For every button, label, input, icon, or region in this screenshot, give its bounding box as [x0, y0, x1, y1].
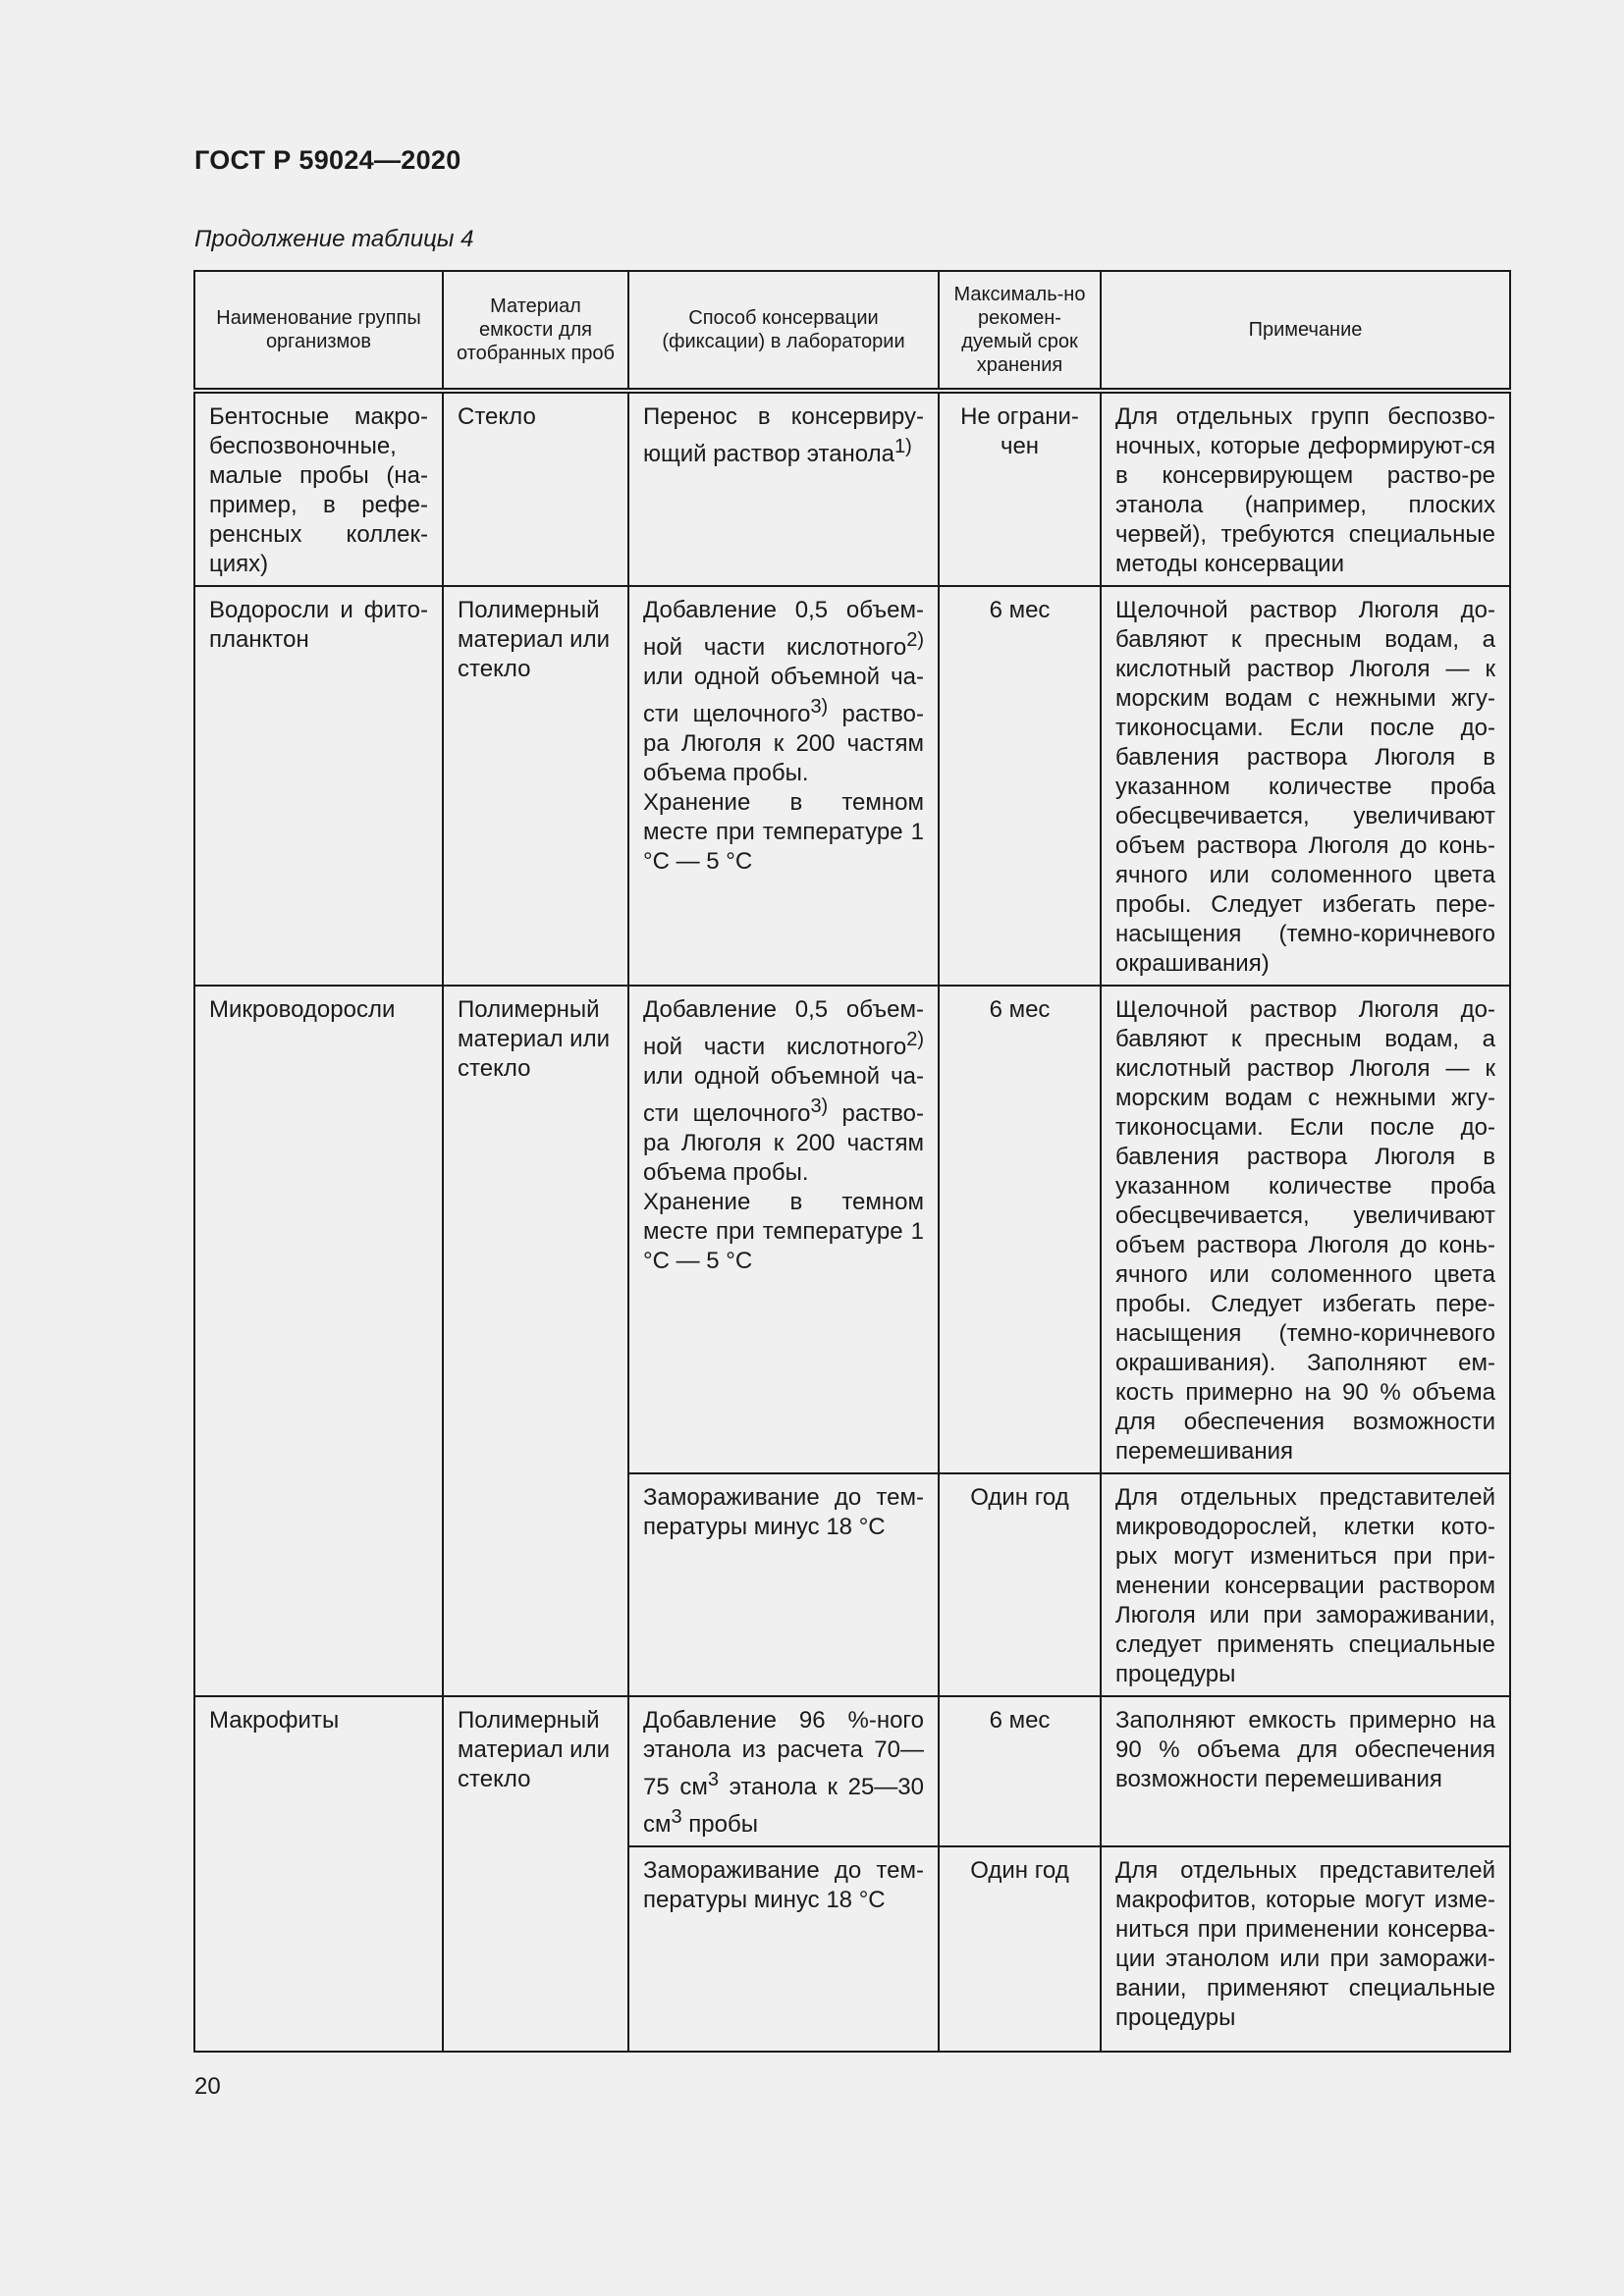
cell-material: Полимерный материал или стекло — [443, 1696, 628, 2052]
cell-method: Добавление 0,5 объем-ной части кислотного$^{2)}$ или одной объемной ча-сти щелочного$^{3)}$ раство-ра Люголя к 200 частям объема пробы. Хранение в темном месте при температуре 1 °C — 5 °C — [628, 586, 939, 986]
cell-method: Перенос в консервиру-ющий раствор этанола$^{1)}$ — [628, 391, 939, 586]
footnote-ref: 3) — [810, 1095, 829, 1117]
cell-note: Заполняют емкость примерно на 90 % объема для обеспечения возможности перемешивания — [1101, 1696, 1510, 1846]
col-header-method: Способ консервации (фиксации) в лаборатории — [628, 271, 939, 391]
page-number: 20 — [194, 2073, 221, 2100]
cell-group: Водоросли и фито-планктон — [194, 586, 443, 986]
cell-storage: Один год — [939, 1846, 1101, 2052]
document-code: ГОСТ Р 59024—2020 — [194, 145, 461, 175]
col-header-material: Материал емкости для отобранных проб — [443, 271, 628, 391]
cell-method: Замораживание до тем-пературы минус 18 °C — [628, 1473, 939, 1696]
cell-method: Замораживание до тем-пературы минус 18 °C — [628, 1846, 939, 2052]
cell-group: Макрофиты — [194, 1696, 443, 2052]
cell-material: Стекло — [443, 391, 628, 586]
cell-material: Полимерный материал или стекло — [443, 986, 628, 1696]
cell-method: Добавление 96 %-ного этанола из расчета 70—75 $см^3$ этанола к 25—30 $см^3$ пробы — [628, 1696, 939, 1846]
cell-storage: 6 мес — [939, 986, 1101, 1473]
col-header-storage: Максималь-но рекомен-дуемый срок хранения — [939, 271, 1101, 391]
table-caption: Продолжение таблицы 4 — [194, 226, 474, 252]
footnote-ref: 2) — [906, 1029, 924, 1050]
cell-method: Добавление 0,5 объем-ной части кислотного$^{2)}$ или одной объемной ча-сти щелочного$^{3)}$ раство-ра Люголя к 200 частям объема пробы. Хранение в темном месте при температуре 1 °C — 5 °C — [628, 986, 939, 1473]
footnote-ref: 1) — [893, 436, 912, 457]
cell-storage: 6 мес — [939, 586, 1101, 986]
cell-storage: 6 мес — [939, 1696, 1101, 1846]
footnote-ref: 3) — [810, 696, 829, 718]
table-row — [194, 391, 1510, 586]
cell-material: Полимерный материал или стекло — [443, 586, 628, 986]
col-header-group: Наименование группы организмов — [194, 271, 443, 391]
table-row — [194, 986, 1510, 1473]
col-header-note: Примечание — [1101, 271, 1510, 391]
cell-note: Для отдельных представителей микроводорослей, клетки кото-рых могут измениться при при-менении консервации раствором Люголя или при замораживании, следует применять специальные процедуры — [1101, 1473, 1510, 1696]
cell-storage: Не ограни-чен — [939, 391, 1101, 586]
cell-storage: Один год — [939, 1473, 1101, 1696]
cell-note: Щелочной раствор Люголя до-бавляют к пресным водам, а кислотный раствор Люголя — к морским водам с нежными жгу-тиконосцами. Если после до-бавления раствора Люголя в указанном количестве проба обесцвечивается, увеличивают объем раствора Люголя до конь-ячного или соломенного цвета пробы. Следует избегать пере-насыщения (темно-коричневого окрашивания) — [1101, 586, 1510, 986]
cell-group: Микроводоросли — [194, 986, 443, 1696]
table-header-row — [194, 271, 1510, 391]
table-row — [194, 586, 1510, 986]
footnote-ref: 2) — [906, 629, 924, 651]
table-row — [194, 1696, 1510, 1846]
cell-note: Для отдельных групп беспозво-ночных, которые деформируют-ся в консервирующем раство-ре этанола (например, плоских червей), требуются специальные методы консервации — [1101, 391, 1510, 586]
cell-note: Щелочной раствор Люголя до-бавляют к пресным водам, а кислотный раствор Люголя — к морским водам с нежными жгу-тиконосцами. Если после до-бавления раствора Люголя в указанном количестве проба обесцвечивается, увеличивают объем раствора Люголя до конь-ячного или соломенного цвета пробы. Следует избегать пере-насыщения (темно-коричневого окрашивания). Заполняют ем-кость примерно на 90 % объема для обеспечения возможности перемешивания — [1101, 986, 1510, 1473]
preservation-table — [193, 270, 1511, 2053]
cell-group: Бентосные макро-беспозвоночные, малые пробы (на-пример, в рефе-ренсных коллек-циях) — [194, 391, 443, 586]
cell-note: Для отдельных представителей макрофитов, которые могут изме-ниться при применении консерва-ции этанолом или при заморажи-вании, применяют специальные процедуры — [1101, 1846, 1510, 2052]
